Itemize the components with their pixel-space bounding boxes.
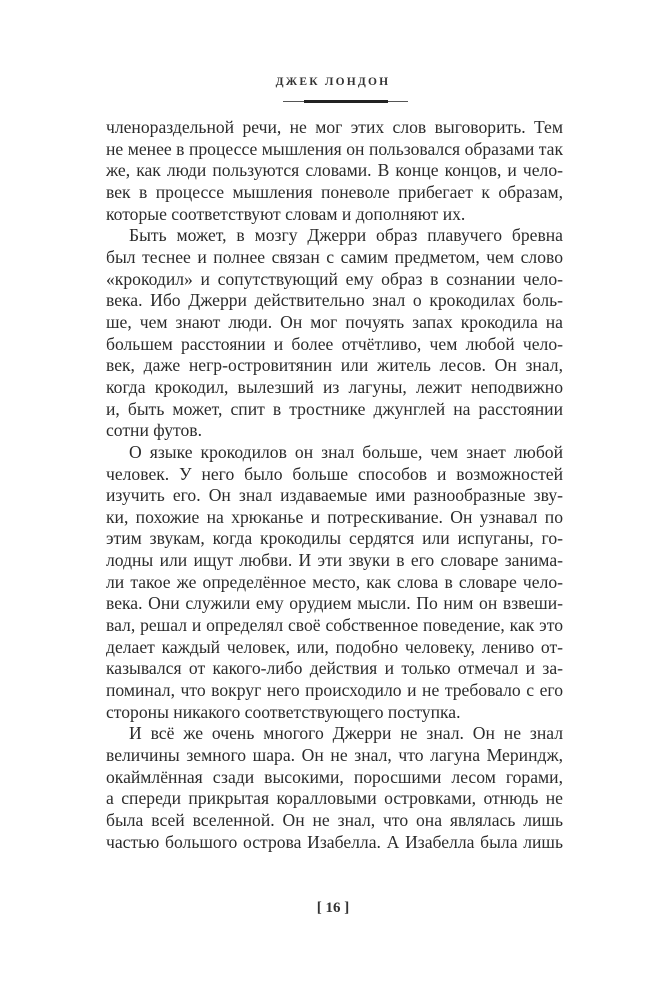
text-line: а спереди прикрытая коралловыми островками, отнюдь не — [106, 788, 563, 809]
text-line: век в процессе мышления поневоле прибегает к образам, — [106, 181, 563, 202]
text-line: делает каждый человек, или, подобно человеку, лениво от- — [106, 636, 563, 657]
text-line: «крокодил» и сопутствующий ему образ в сознании чело- — [106, 268, 563, 289]
text-line: когда крокодил, вылезший из лагуны, лежит неподвижно — [106, 376, 563, 397]
paragraph — [106, 442, 563, 724]
text-line: был теснее и полнее связан с самим предметом, чем слово — [106, 246, 563, 267]
body-text — [106, 117, 563, 853]
text-line: лодны или ищут любви. И эти звуки в его словаре занима- — [106, 550, 563, 571]
text-line: О языке крокодилов он знал больше, чем знает любой — [129, 441, 563, 462]
text-line: окаймлённая сзади высокими, поросшими лесом горами, — [106, 766, 563, 787]
page-number: [ 16 ] — [316, 900, 350, 916]
text-line: величины земного шара. Он не знал, что лагуна Мериндж, — [106, 745, 563, 766]
text-line: сотни футов. — [106, 420, 203, 441]
text-line: ше, чем знают люди. Он мог почуять запах крокодила на — [106, 311, 563, 332]
text-line: ки, похожие на хрюканье и потрескивание. Он узнавал по — [106, 506, 563, 527]
text-line: частью большого острова Изабелла. А Изабелла была лишь — [106, 831, 563, 852]
text-line: большем расстоянии и более отчётливо, чем любой чело- — [106, 333, 563, 354]
paragraph — [106, 225, 563, 442]
running-header: ДЖЕК ЛОНДОН — [275, 76, 391, 88]
text-line: и, быть может, спит в тростнике джунглей на расстоянии — [106, 398, 563, 419]
text-line: казывался от какого-либо действия и только отмечал и за- — [106, 658, 563, 679]
text-line: членораздельной речи, не мог этих слов выговорить. Тем — [106, 117, 563, 137]
text-line: не менее в процессе мышления он пользовался образами так — [106, 138, 563, 159]
text-line: этим звукам, когда крокодилы сердятся или испуганы, го- — [106, 528, 563, 549]
text-line: человек. У него было больше способов и возможностей — [106, 463, 563, 484]
text-line: век, даже негр-островитянин или житель лесов. Он знал, — [106, 355, 563, 376]
header-rule-accent — [304, 100, 388, 103]
text-line: поминал, что вокруг него происходило и не требовало с его — [106, 680, 563, 701]
paragraph — [106, 723, 563, 853]
text-line: же, как люди пользуются словами. В конце концов, и чело- — [106, 160, 563, 181]
text-line: вал, решал и определял своё собственное поведение, как это — [106, 615, 563, 636]
text-line: стороны никакого соответствующего поступка. — [106, 701, 461, 722]
text-line: которые соответствуют словам и дополняют их. — [106, 203, 466, 224]
text-line: изучить его. Он знал издаваемые ими разнообразные зву- — [106, 485, 563, 506]
text-line: ли такое же определённое место, как слова в словаре чело- — [106, 571, 563, 592]
text-line: И всё же очень многого Джерри не знал. Он не знал — [129, 723, 563, 744]
text-line: была всей вселенной. Он не знал, что она являлась лишь — [106, 810, 563, 830]
text-line: века. Они служили ему орудием мысли. По ним он взвеши- — [106, 593, 563, 614]
text-line: века. Ибо Джерри действительно знал о крокодилах боль- — [106, 290, 563, 311]
text-line: Быть может, в мозгу Джерри образ плавучего бревна — [129, 225, 563, 246]
paragraph — [106, 117, 563, 225]
